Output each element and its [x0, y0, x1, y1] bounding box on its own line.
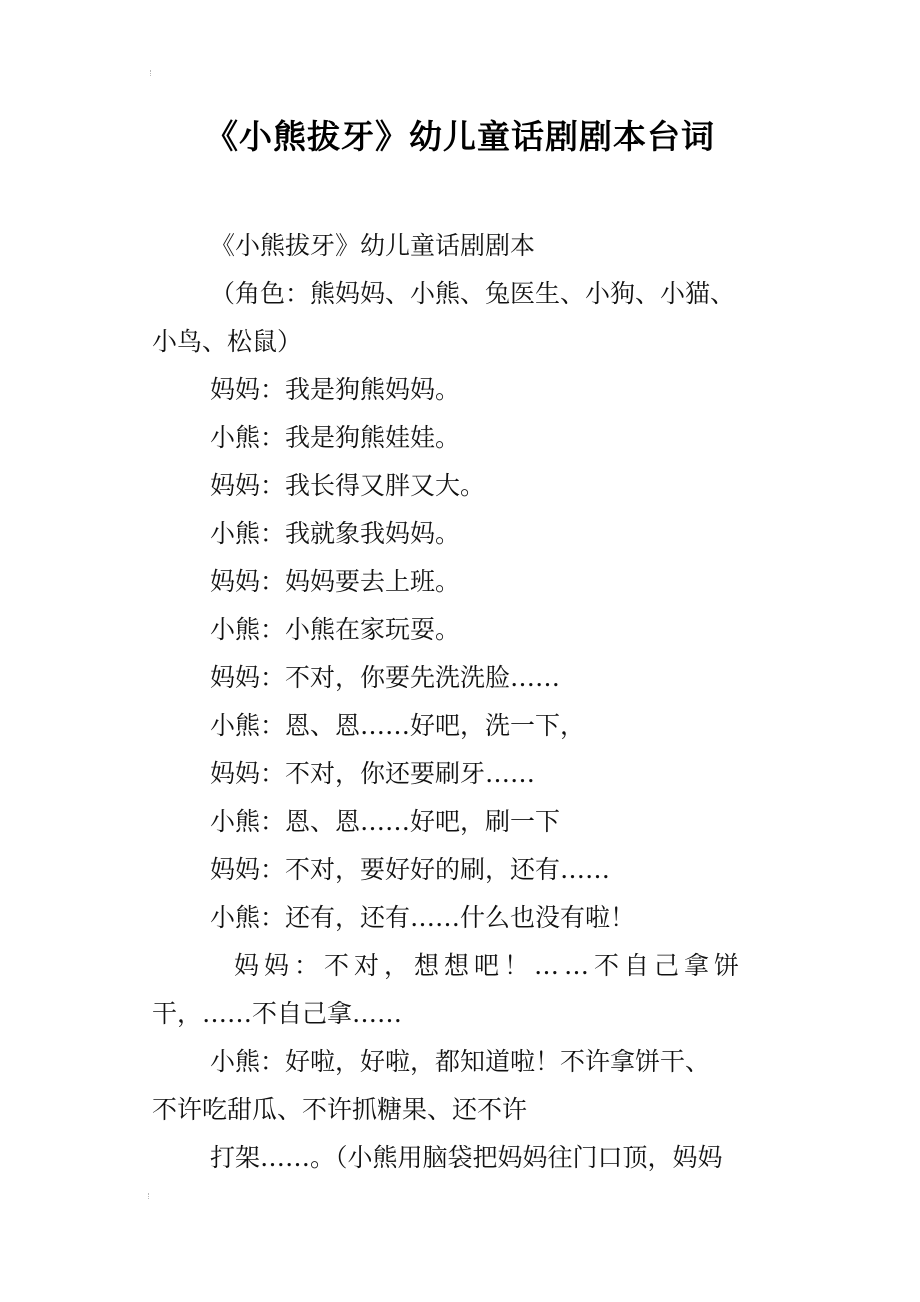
scan-mark	[148, 1193, 152, 1199]
scan-mark	[150, 70, 154, 76]
cast-list: （角色：熊妈妈、小熊、兔医生、小狗、小猫、	[210, 279, 736, 308]
dialogue-line: 小熊：我就象我妈妈。	[210, 519, 461, 548]
dialogue-line-continued: 干，……不自己拿……	[152, 999, 403, 1028]
document-title: 《小熊拔牙》幼儿童话剧剧本台词	[205, 117, 715, 156]
script-heading: 《小熊拔牙》幼儿童话剧剧本	[210, 231, 536, 260]
dialogue-line: 妈妈：不对，要好好的刷，还有……	[210, 855, 611, 884]
dialogue-line-continued: 打架……。（小熊用脑袋把妈妈往门口顶，妈妈	[210, 1143, 723, 1172]
dialogue-line: 妈妈：不对，想想吧！……不自己拿饼	[234, 951, 745, 980]
script-body	[152, 222, 792, 1182]
dialogue-line: 小熊：小熊在家玩耍。	[210, 615, 461, 644]
dialogue-line-continued: 不许吃甜瓜、不许抓糖果、还不许	[152, 1095, 528, 1124]
dialogue-line: 妈妈：不对，你要先洗洗脸……	[210, 663, 561, 692]
dialogue-line: 妈妈：不对，你还要刷牙……	[210, 759, 536, 788]
dialogue-line: 小熊：恩、恩……好吧，洗一下，	[210, 711, 586, 740]
dialogue-line: 小熊：恩、恩……好吧，刷一下	[210, 807, 561, 836]
dialogue-line: 小熊：好啦，好啦，都知道啦！不许拿饼干、	[210, 1047, 711, 1076]
dialogue-line: 妈妈：我是狗熊妈妈。	[210, 375, 461, 404]
dialogue-line: 妈妈：妈妈要去上班。	[210, 567, 461, 596]
dialogue-line: 小熊：我是狗熊娃娃。	[210, 423, 461, 452]
dialogue-line: 妈妈：我长得又胖又大。	[210, 471, 486, 500]
cast-list-continued: 小鸟、松鼠）	[152, 327, 303, 356]
dialogue-line: 小熊：还有，还有……什么也没有啦！	[210, 903, 636, 932]
